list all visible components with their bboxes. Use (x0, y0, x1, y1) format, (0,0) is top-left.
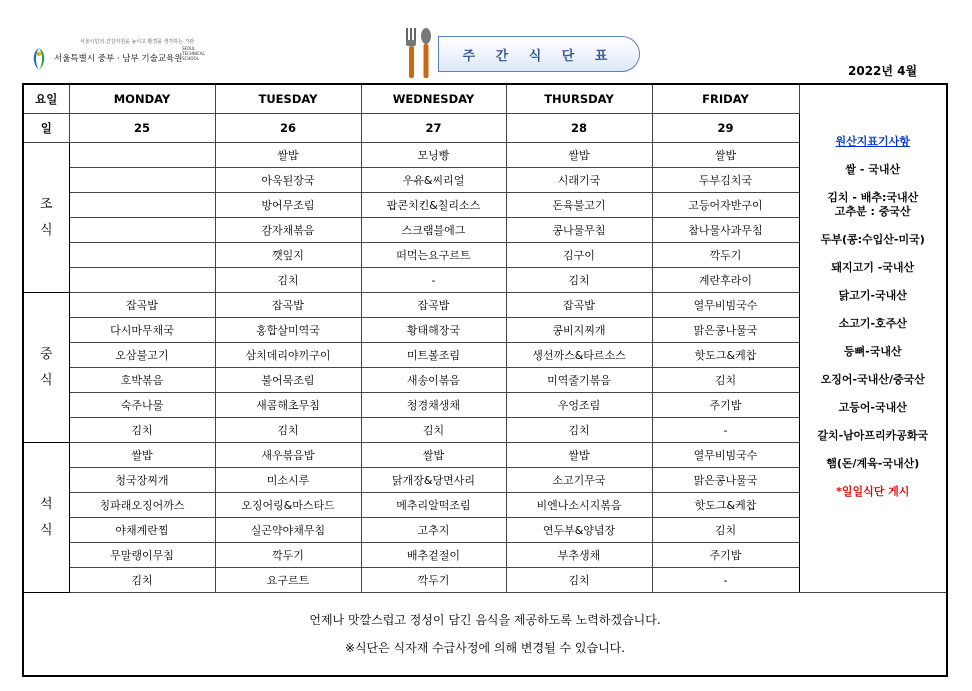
menu-cell: 비엔나소시지볶음 (506, 493, 652, 518)
menu-cell: 야채계란찜 (69, 518, 215, 543)
menu-cell: 고등어자반구이 (652, 193, 799, 218)
menu-cell: 김치 (215, 268, 361, 293)
menu-cell: 메추리알떡조림 (361, 493, 506, 518)
menu-cell: 계란후라이 (652, 268, 799, 293)
footer-line-2: ※식단은 식자재 수급사정에 의해 변경될 수 있습니다. (344, 641, 626, 655)
day-header-thursday: THURSDAY (506, 84, 652, 114)
org-badge: SEOUL TECHNICAL SCHOOL (182, 46, 205, 61)
menu-cell: 청경채생채 (361, 393, 506, 418)
menu-cell: 배추겉절이 (361, 543, 506, 568)
org-logo-area (30, 38, 230, 78)
date-cell: 26 (215, 114, 361, 143)
menu-cell: 주기밥 (652, 543, 799, 568)
menu-cell: 잡곡밥 (506, 293, 652, 318)
menu-cell (69, 218, 215, 243)
origin-note-item: 햄(돈/계육-국내산) (826, 457, 920, 470)
menu-cell: 열무비빔국수 (652, 443, 799, 468)
menu-cell: 닭개장&당면사리 (361, 468, 506, 493)
menu-cell (69, 193, 215, 218)
menu-cell: 새송이볶음 (361, 368, 506, 393)
menu-cell: 쌀밥 (652, 143, 799, 168)
menu-cell: 맑은콩나물국 (652, 318, 799, 343)
breakfast-label: 조 식 (23, 143, 69, 293)
menu-cell: 김치 (69, 418, 215, 443)
menu-cell: 오삼불고기 (69, 343, 215, 368)
menu-cell: 아욱된장국 (215, 168, 361, 193)
date-cell: 27 (361, 114, 506, 143)
menu-cell: 김치 (69, 568, 215, 593)
menu-cell (69, 268, 215, 293)
menu-cell: 잡곡밥 (361, 293, 506, 318)
menu-cell: 콩비지찌개 (506, 318, 652, 343)
menu-cell: 깍두기 (361, 568, 506, 593)
menu-cell: - (652, 568, 799, 593)
date-cell: 25 (69, 114, 215, 143)
origin-notes-panel (799, 84, 947, 593)
origin-note-item: 두부(콩:수입산-미국) (820, 233, 925, 246)
menu-cell: 오징어링&마스타드 (215, 493, 361, 518)
menu-cell: 핫도그&케찹 (652, 343, 799, 368)
month-label: 2022년 4월 (848, 64, 918, 78)
org-name: 서울특별시 중부 · 남부 기술교육원 (54, 54, 183, 64)
origin-note-item: 고등어-국내산 (838, 401, 907, 414)
page-title: 주 간 식 단 표 (462, 48, 616, 64)
menu-cell: 칭파래오징어까스 (69, 493, 215, 518)
menu-cell: 미역줄기볶음 (506, 368, 652, 393)
menu-cell: 소고기무국 (506, 468, 652, 493)
dinner-label: 석 식 (23, 443, 69, 593)
origin-note-item: 김치 - 배추:국내산 고추분 : 중국산 (827, 191, 919, 218)
menu-cell (69, 168, 215, 193)
menu-cell: 두부김치국 (652, 168, 799, 193)
menu-cell: 생선까스&타르소스 (506, 343, 652, 368)
day-header-row (23, 84, 947, 114)
menu-cell: 우유&씨리얼 (361, 168, 506, 193)
menu-cell: 호박볶음 (69, 368, 215, 393)
menu-cell: 시래기국 (506, 168, 652, 193)
menu-cell: 열무비빔국수 (652, 293, 799, 318)
footer-message (23, 593, 947, 677)
org-slogan: 서울시민의 건강지원을 높이고 환경을 생각하는 기관 (80, 39, 195, 45)
menu-cell (69, 143, 215, 168)
menu-cell: 무말랭이무침 (69, 543, 215, 568)
org-logo-icon (30, 46, 48, 72)
menu-cell: 떠먹는요구르트 (361, 243, 506, 268)
menu-cell: 주기밥 (652, 393, 799, 418)
menu-cell: 김구이 (506, 243, 652, 268)
menu-cell: 쌀밥 (506, 443, 652, 468)
menu-cell: 돈육불고기 (506, 193, 652, 218)
day-header-tuesday: TUESDAY (215, 84, 361, 114)
origin-note-item: 돼지고기 -국내산 (831, 261, 915, 274)
daily-menu-notice: *일일식단 게시 (836, 485, 910, 498)
menu-cell: 김치 (652, 518, 799, 543)
menu-cell: 황태해장국 (361, 318, 506, 343)
menu-cell: 연두부&양념장 (506, 518, 652, 543)
menu-cell: 참나물사과무침 (652, 218, 799, 243)
menu-cell: 스크램블에그 (361, 218, 506, 243)
menu-cell: 불어묵조림 (215, 368, 361, 393)
menu-cell: 청국장찌개 (69, 468, 215, 493)
origin-note-item: 오징어-국내산/중국산 (820, 373, 925, 386)
origin-notes-heading: 원산지표기사항 (835, 135, 910, 148)
menu-cell: 요구르트 (215, 568, 361, 593)
menu-cell: 김치 (215, 418, 361, 443)
menu-cell: 깍두기 (215, 543, 361, 568)
title-banner (438, 36, 640, 72)
menu-cell: 부추생채 (506, 543, 652, 568)
menu-cell: 홍합살미역국 (215, 318, 361, 343)
menu-cell: 쌀밥 (506, 143, 652, 168)
menu-cell: 핫도그&케찹 (652, 493, 799, 518)
menu-cell: 쌀밥 (361, 443, 506, 468)
menu-cell: 고추지 (361, 518, 506, 543)
menu-cell: 콩나물무침 (506, 218, 652, 243)
menu-cell: 김치 (361, 418, 506, 443)
menu-cell: 잡곡밥 (69, 293, 215, 318)
menu-cell: 미소시루 (215, 468, 361, 493)
menu-cell: 삼치데리야끼구이 (215, 343, 361, 368)
menu-cell: 맑은콩나물국 (652, 468, 799, 493)
menu-cell: 쌀밥 (69, 443, 215, 468)
menu-cell: - (361, 268, 506, 293)
menu-cell: 새콤해초무침 (215, 393, 361, 418)
day-header-friday: FRIDAY (652, 84, 799, 114)
menu-cell: 김치 (652, 368, 799, 393)
menu-cell: 깍두기 (652, 243, 799, 268)
menu-cell: 우엉조림 (506, 393, 652, 418)
fork-spoon-icon (398, 26, 438, 80)
day-header-monday: MONDAY (69, 84, 215, 114)
footer-row (23, 593, 947, 677)
menu-cell: 쌀밥 (215, 143, 361, 168)
menu-cell: 잡곡밥 (215, 293, 361, 318)
origin-note-item: 소고기-호주산 (838, 317, 907, 330)
date-cell: 28 (506, 114, 652, 143)
menu-cell: 김치 (506, 418, 652, 443)
menu-cell: 새우볶음밥 (215, 443, 361, 468)
menu-cell: 실곤약야채무침 (215, 518, 361, 543)
menu-cell: 방어무조림 (215, 193, 361, 218)
origin-note-item: 쌀 - 국내산 (845, 163, 901, 176)
weekly-menu-table (22, 83, 948, 677)
footer-line-1: 언제나 맛깔스럽고 정성이 담긴 음식을 제공하도록 노력하겠습니다. (309, 613, 661, 627)
menu-cell: 미트볼조림 (361, 343, 506, 368)
menu-cell (69, 243, 215, 268)
date-cell: 29 (652, 114, 799, 143)
menu-cell: - (652, 418, 799, 443)
origin-note-item: 등뼈-국내산 (843, 345, 902, 358)
menu-cell: 숙주나물 (69, 393, 215, 418)
day-header-wednesday: WEDNESDAY (361, 84, 506, 114)
date-label-cell: 일 (23, 114, 69, 143)
origin-note-item: 갈치-남아프리카공화국 (817, 429, 929, 442)
day-label-cell: 요일 (23, 84, 69, 114)
menu-cell: 깻잎지 (215, 243, 361, 268)
menu-cell: 김치 (506, 568, 652, 593)
lunch-label: 중 식 (23, 293, 69, 443)
menu-cell: 모닝빵 (361, 143, 506, 168)
menu-cell: 김치 (506, 268, 652, 293)
origin-note-item: 닭고기-국내산 (838, 289, 907, 302)
menu-cell: 감자채볶음 (215, 218, 361, 243)
menu-cell: 다시마무채국 (69, 318, 215, 343)
menu-cell: 팝콘치킨&칠리소스 (361, 193, 506, 218)
